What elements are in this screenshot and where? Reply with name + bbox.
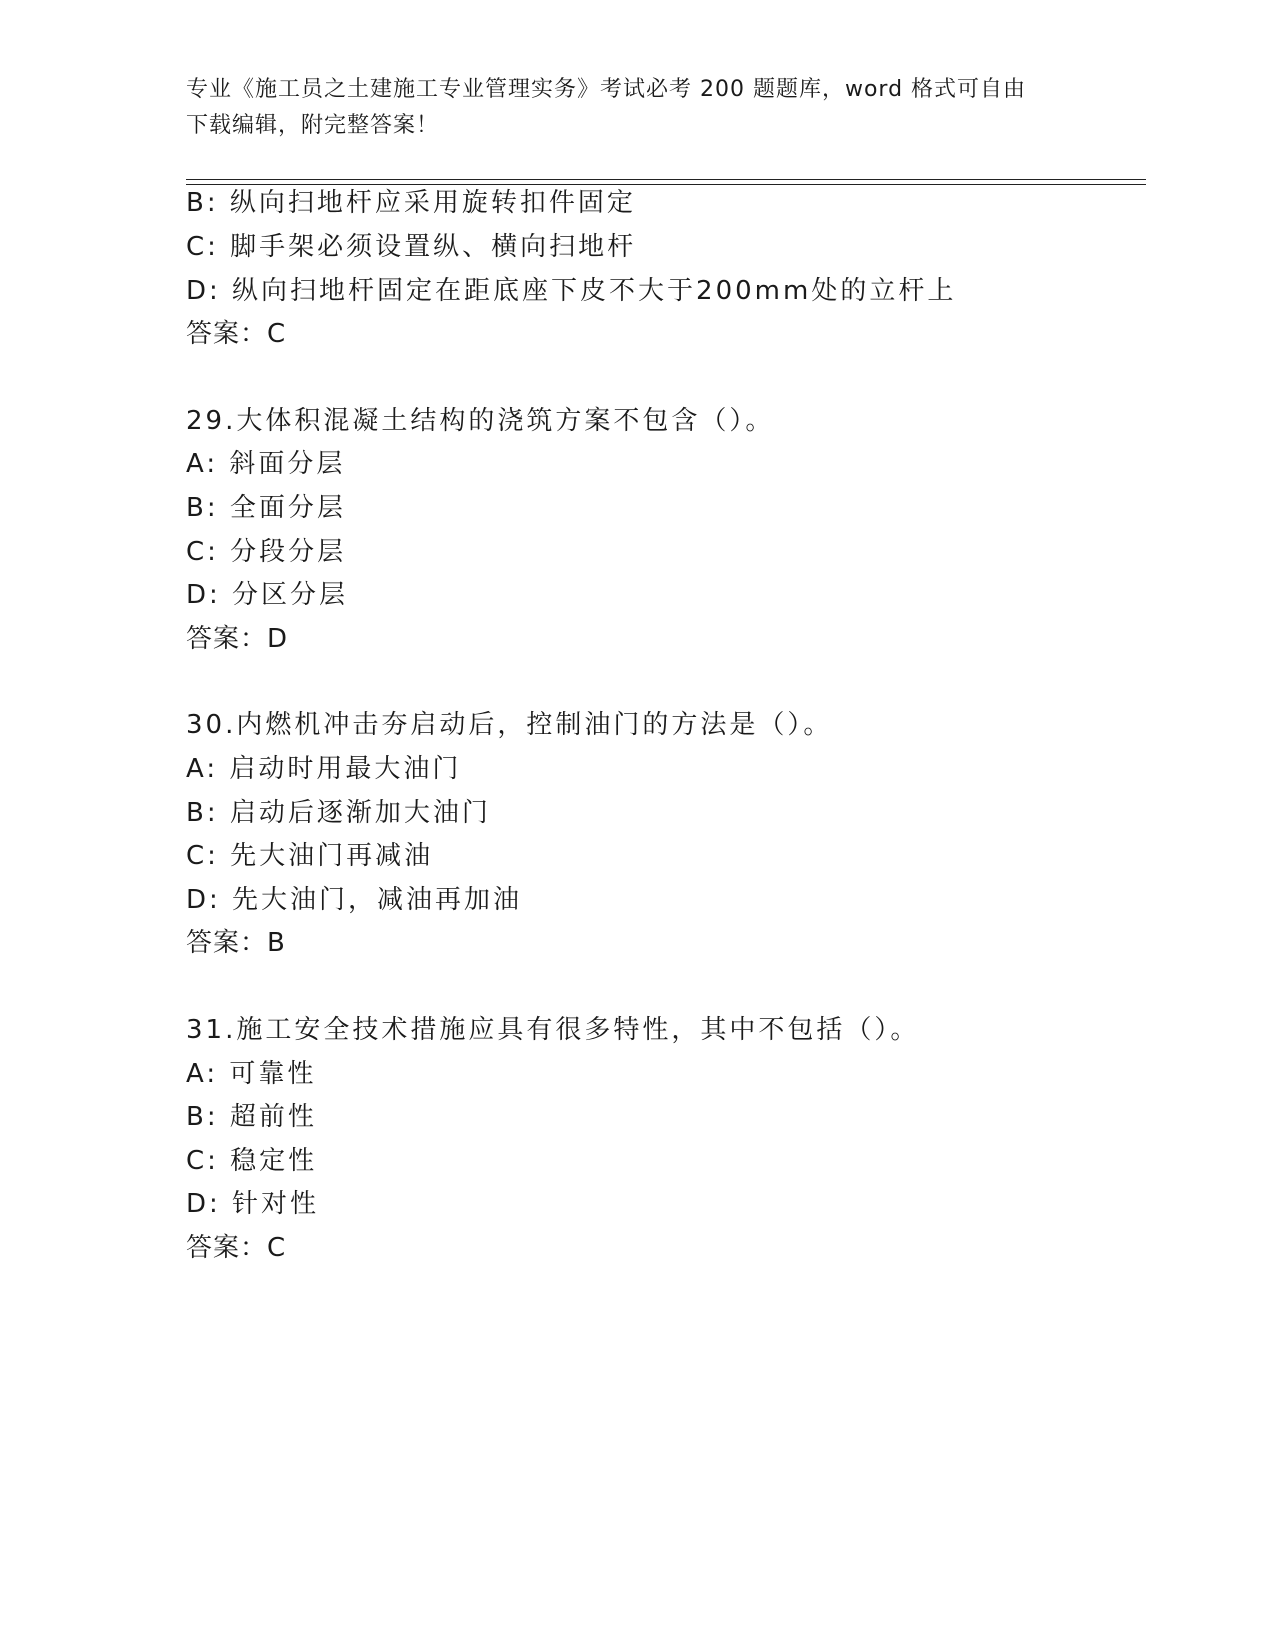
option-c: C: 先大油门再减油	[186, 841, 434, 871]
answer-line: 答案：B	[186, 928, 286, 958]
option-c: C: 稳定性	[186, 1146, 318, 1176]
option-a: A: 斜面分层	[186, 449, 346, 479]
option-c: C: 脚手架必须设置纵、横向扫地杆	[186, 232, 637, 262]
option-b: B: 纵向扫地杆应采用旋转扣件固定	[186, 188, 636, 218]
option-a: A: 可靠性	[186, 1059, 317, 1089]
header-line-1: 专业《施工员之土建施工专业管理实务》考试必考 200 题题库，word 格式可自由	[186, 77, 1027, 102]
option-b: B: 启动后逐渐加大油门	[186, 798, 491, 828]
header-line-2: 下载编辑，附完整答案！	[186, 113, 440, 138]
question-stem: 29.大体积混凝土结构的浇筑方案不包含（）。	[186, 406, 775, 436]
document-header	[186, 72, 1086, 144]
question-stem: 30.内燃机冲击夯启动后，控制油门的方法是（）。	[186, 710, 833, 740]
option-c: C: 分段分层	[186, 537, 347, 567]
answer-line: 答案：C	[186, 319, 287, 349]
option-b: B: 全面分层	[186, 493, 346, 523]
option-d: D: 针对性	[186, 1189, 320, 1219]
answer-line: 答案：D	[186, 624, 289, 654]
option-d: D: 纵向扫地杆固定在距底座下皮不大于200mm处的立杆上	[186, 276, 957, 306]
header-divider-top	[186, 179, 1146, 180]
option-a: A: 启动时用最大油门	[186, 754, 462, 784]
answer-line: 答案：C	[186, 1233, 287, 1263]
header-divider-bottom	[186, 184, 1146, 185]
question-stem: 31.施工安全技术措施应具有很多特性，其中不包括（）。	[186, 1015, 920, 1045]
option-b: B: 超前性	[186, 1102, 317, 1132]
option-d: D: 分区分层	[186, 580, 349, 610]
option-d: D: 先大油门，减油再加油	[186, 885, 523, 915]
